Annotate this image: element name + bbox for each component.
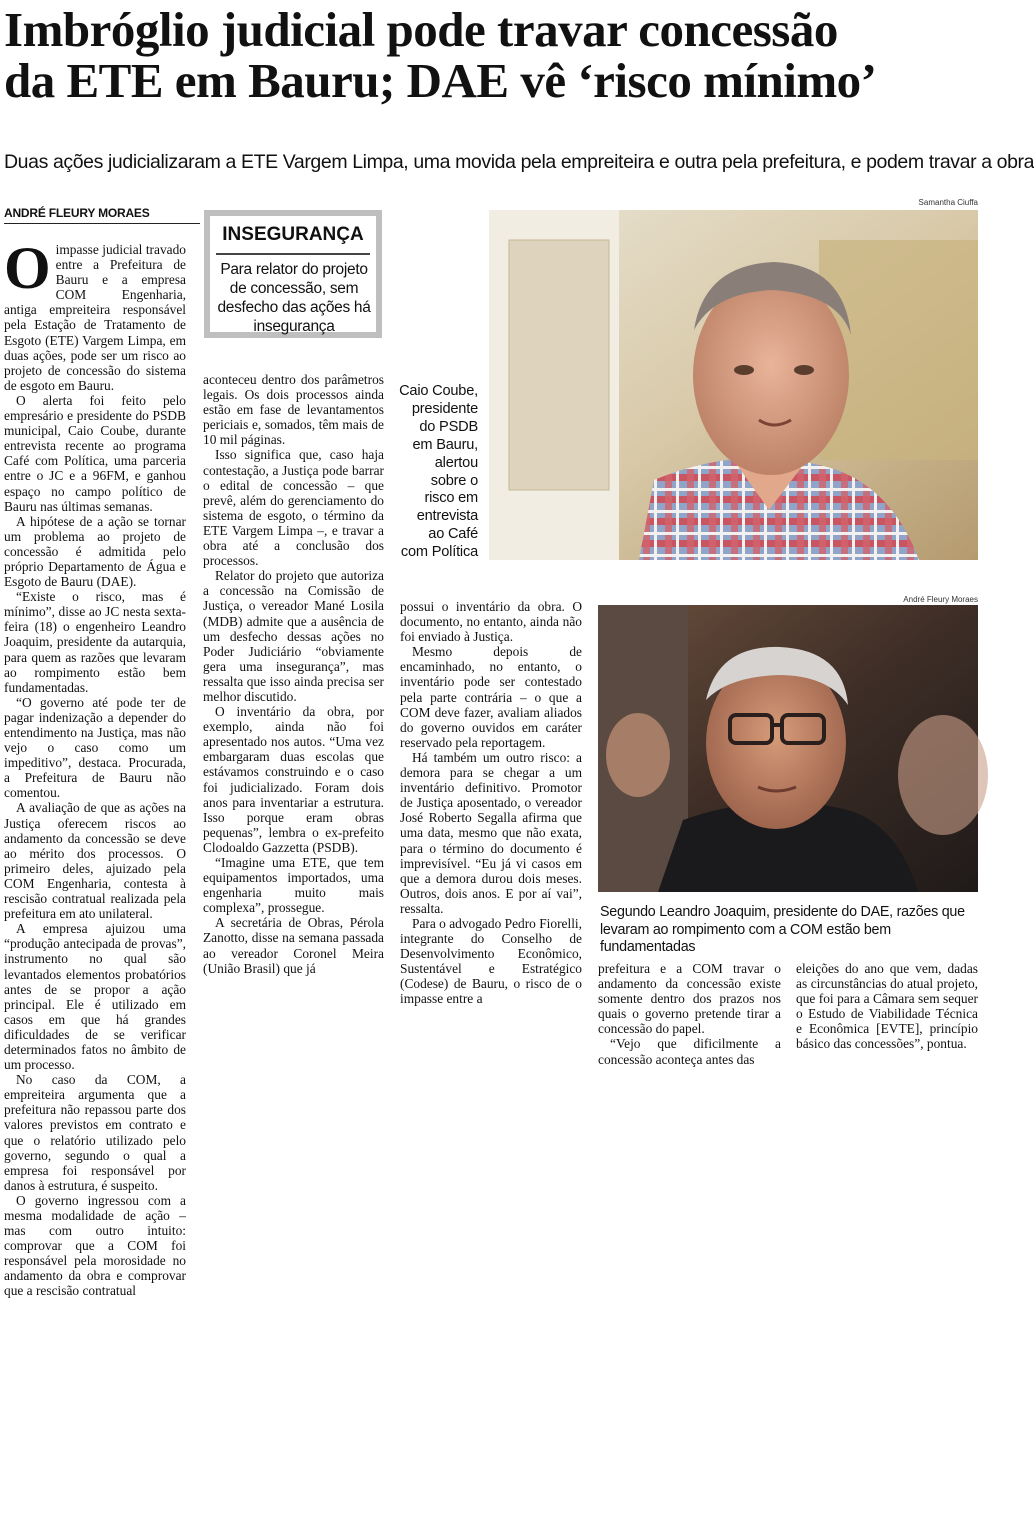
paragraph: Mesmo depois de encaminhado, no entanto, o inventário pode ser contestado pela parte contrária – o que a COM deve fazer, avaliam aliados do governo ouvidos em caráter reservado pela reportagem. <box>400 644 582 750</box>
paragraph: “Existe o risco, mas é mínimo”, disse ao JC nesta sexta-feira (18) o engenheiro Leandro Joaquim, presidente da autarquia, para quem as razões que levaram ao rompimento estão bem fundamentadas. <box>4 589 186 695</box>
article-column-3 <box>400 599 582 1007</box>
paragraph: “O governo até pode ter de pagar indenização a depender do entendimento na Justiça, mas não vejo o caso como um impeditivo”, destaca. Procurada, a Prefeitura de Bauru não comentou. <box>4 694 186 801</box>
paragraph: Há também um outro risco: a demora para se chegar a um inventário definitivo. Promotor de Justiça aposentado, o vereador José Roberto Segalla afirma que uma data, mesmo que não exata, para o término do documento é imprevisível. “Eu já vi casos em que a demora durou dois meses. Outros, dois anos. E por aí vai”, ressalta. <box>400 749 582 916</box>
paragraph: O inventário da obra, por exemplo, ainda não foi apresentado nos autos. “Uma vez embargaram duas escolas que estávamos construindo e o caso foi judicializado. Foram dois anos para inventariar a estrutura. Isso porque eram obras pequenas”, lembra o ex-prefeito Clodoaldo Gazzetta (PSDB). <box>203 704 384 855</box>
photo-caio-coube <box>489 210 978 560</box>
byline: ANDRÉ FLEURY MORAES <box>4 206 200 224</box>
sidebar-box <box>204 210 382 338</box>
man-glasses-portrait-icon <box>598 605 978 892</box>
headline-line-2: da ETE em Bauru; DAE vê ‘risco mínimo’ <box>4 53 877 108</box>
sidebar-box-title: INSEGURANÇA <box>222 224 364 245</box>
subheadline: Duas ações judicializaram a ETE Vargem Limpa, uma movida pela empreiteira e outra pela prefeitura, e podem travar a obra <box>4 151 1034 173</box>
paragraph: impasse judicial travado entre a Prefeitura de Bauru e a empresa COM Engenharia, antiga empreiteira responsável pela Estação de Tratamento de Esgoto (ETE) Vargem Limpa, em duas ações, pode ser um risco ao projeto de concessão do sistema de esgoto em Bauru. <box>4 242 186 393</box>
photo-caption-1: Caio Coube, presidente do PSDB em Bauru, alertou sobre o risco em entrevista ao Café com Política <box>399 383 478 561</box>
headline-line-1: Imbróglio judicial pode travar concessão <box>4 2 838 57</box>
paragraph: “Vejo que dificilmente a concessão aconteça antes das <box>598 1036 781 1067</box>
photo-caption-2: Segundo Leandro Joaquim, presidente do DAE, razões que levaram ao rompimento com a COM estão bem fundamentadas <box>600 904 965 956</box>
paragraph: Isso significa que, caso haja contestação, a Justiça pode barrar o edital de concessão – que prevê, além do gerenciamento do sistema de esgoto, o término da ETE Vargem Limpa –, e travar a obra até a conclusão dos processos. <box>203 447 384 569</box>
paragraph: Para o advogado Pedro Fiorelli, integrante do Conselho de Desenvolvimento Econômico, Sustentável e Estratégico (Codese) de Bauru, o risco de o impasse entre a <box>400 915 582 1007</box>
article-column-5 <box>796 961 978 1121</box>
paragraph: A empresa ajuizou uma “produção antecipada de provas”, instrumento no qual são levantados elementos probatórios antes de se propor a ação principal. Ele é utilizado em casos em que há grandes dificuldades de se verificar determinados fatos no âmbito de um processo. <box>4 921 186 1073</box>
photo-credit-2: André Fleury Moraes <box>903 595 978 604</box>
paragraph: “Imagine uma ETE, que tem equipamentos importados, uma engenharia muito mais complexa”, prossegue. <box>203 855 384 916</box>
paragraph: O alerta foi feito pelo empresário e presidente do PSDB municipal, Caio Coube, durante entrevista recente ao programa Café com Política, uma parceria entre o JC e a 96FM, e ganhou espaço no campo político de Bauru nas últimas semanas. <box>4 392 186 514</box>
man-portrait-icon <box>489 210 978 560</box>
sidebar-box-rule <box>216 253 370 255</box>
photo-credit-1: Samantha Ciuffa <box>918 198 978 207</box>
photo-leandro-joaquim <box>598 605 978 892</box>
paragraph: A hipótese de a ação se tornar um problema ao projeto de concessão é admitida pelo próprio Departamento de Água e Esgoto de Bauru (DAE). <box>4 513 186 590</box>
sidebar-box-text: Para relator do projeto de concessão, sem desfecho das ações há insegurança <box>217 261 371 335</box>
drop-cap: O <box>4 235 51 301</box>
paragraph: Relator do projeto que autoriza a concessão na Comissão de Justiça, o vereador Mané Losila (MDB) admite que a ausência de um desfecho dessas ações no Poder Judiciário “obviamente gera uma insegurança”, mas ressalta que isso ainda precisa ser melhor discutido. <box>203 568 384 704</box>
article-column-2 <box>203 372 384 1062</box>
article-column-1 <box>4 235 186 1523</box>
paragraph: A secretária de Obras, Pérola Zanotto, disse na semana passada ao vereador Coronel Meira (União Brasil) que já <box>203 915 384 976</box>
paragraph: aconteceu dentro dos parâmetros legais. Os dois processos ainda estão em fase de levantamentos periciais e, somados, têm mais de 10 mil páginas. <box>203 372 384 448</box>
paragraph: possui o inventário da obra. O documento, no entanto, ainda não foi enviado à Justiça. <box>400 599 582 645</box>
article-column-4 <box>598 961 781 1121</box>
paragraph: prefeitura e a COM travar o andamento da concessão existe somente dentro dos prazos nos quais o governo pretende tirar a concessão do papel. <box>598 961 781 1037</box>
paragraph: A avaliação de que as ações na Justiça oferecem riscos ao andamento da concessão se deve ao mérito dos processos. O primeiro deles, ajuizado pela COM Engenharia, contesta à rescisão contratual realizada pela prefeitura em ato unilateral. <box>4 800 186 922</box>
paragraph: No caso da COM, a empreiteira argumenta que a prefeitura não repassou parte dos valores previstos em contrato e que o relatório utilizado pelo governo, segundo o qual a empresa foi responsável por danos à estrutura, é suspeito. <box>4 1072 186 1193</box>
paragraph: eleições do ano que vem, dadas as circunstâncias do atual projeto, que foi para a Câmara sem sequer o Estudo de Viabilidade Técnica e Econômica [EVTE], princípio básico das concessões”, pontua. <box>796 961 978 1052</box>
paragraph: O governo ingressou com a mesma modalidade de ação – mas com outro intuito: comprovar que a COM foi responsável pela morosidade no andamento da obra e comprovar que a rescisão contratual <box>4 1192 186 1299</box>
headline <box>4 4 978 106</box>
